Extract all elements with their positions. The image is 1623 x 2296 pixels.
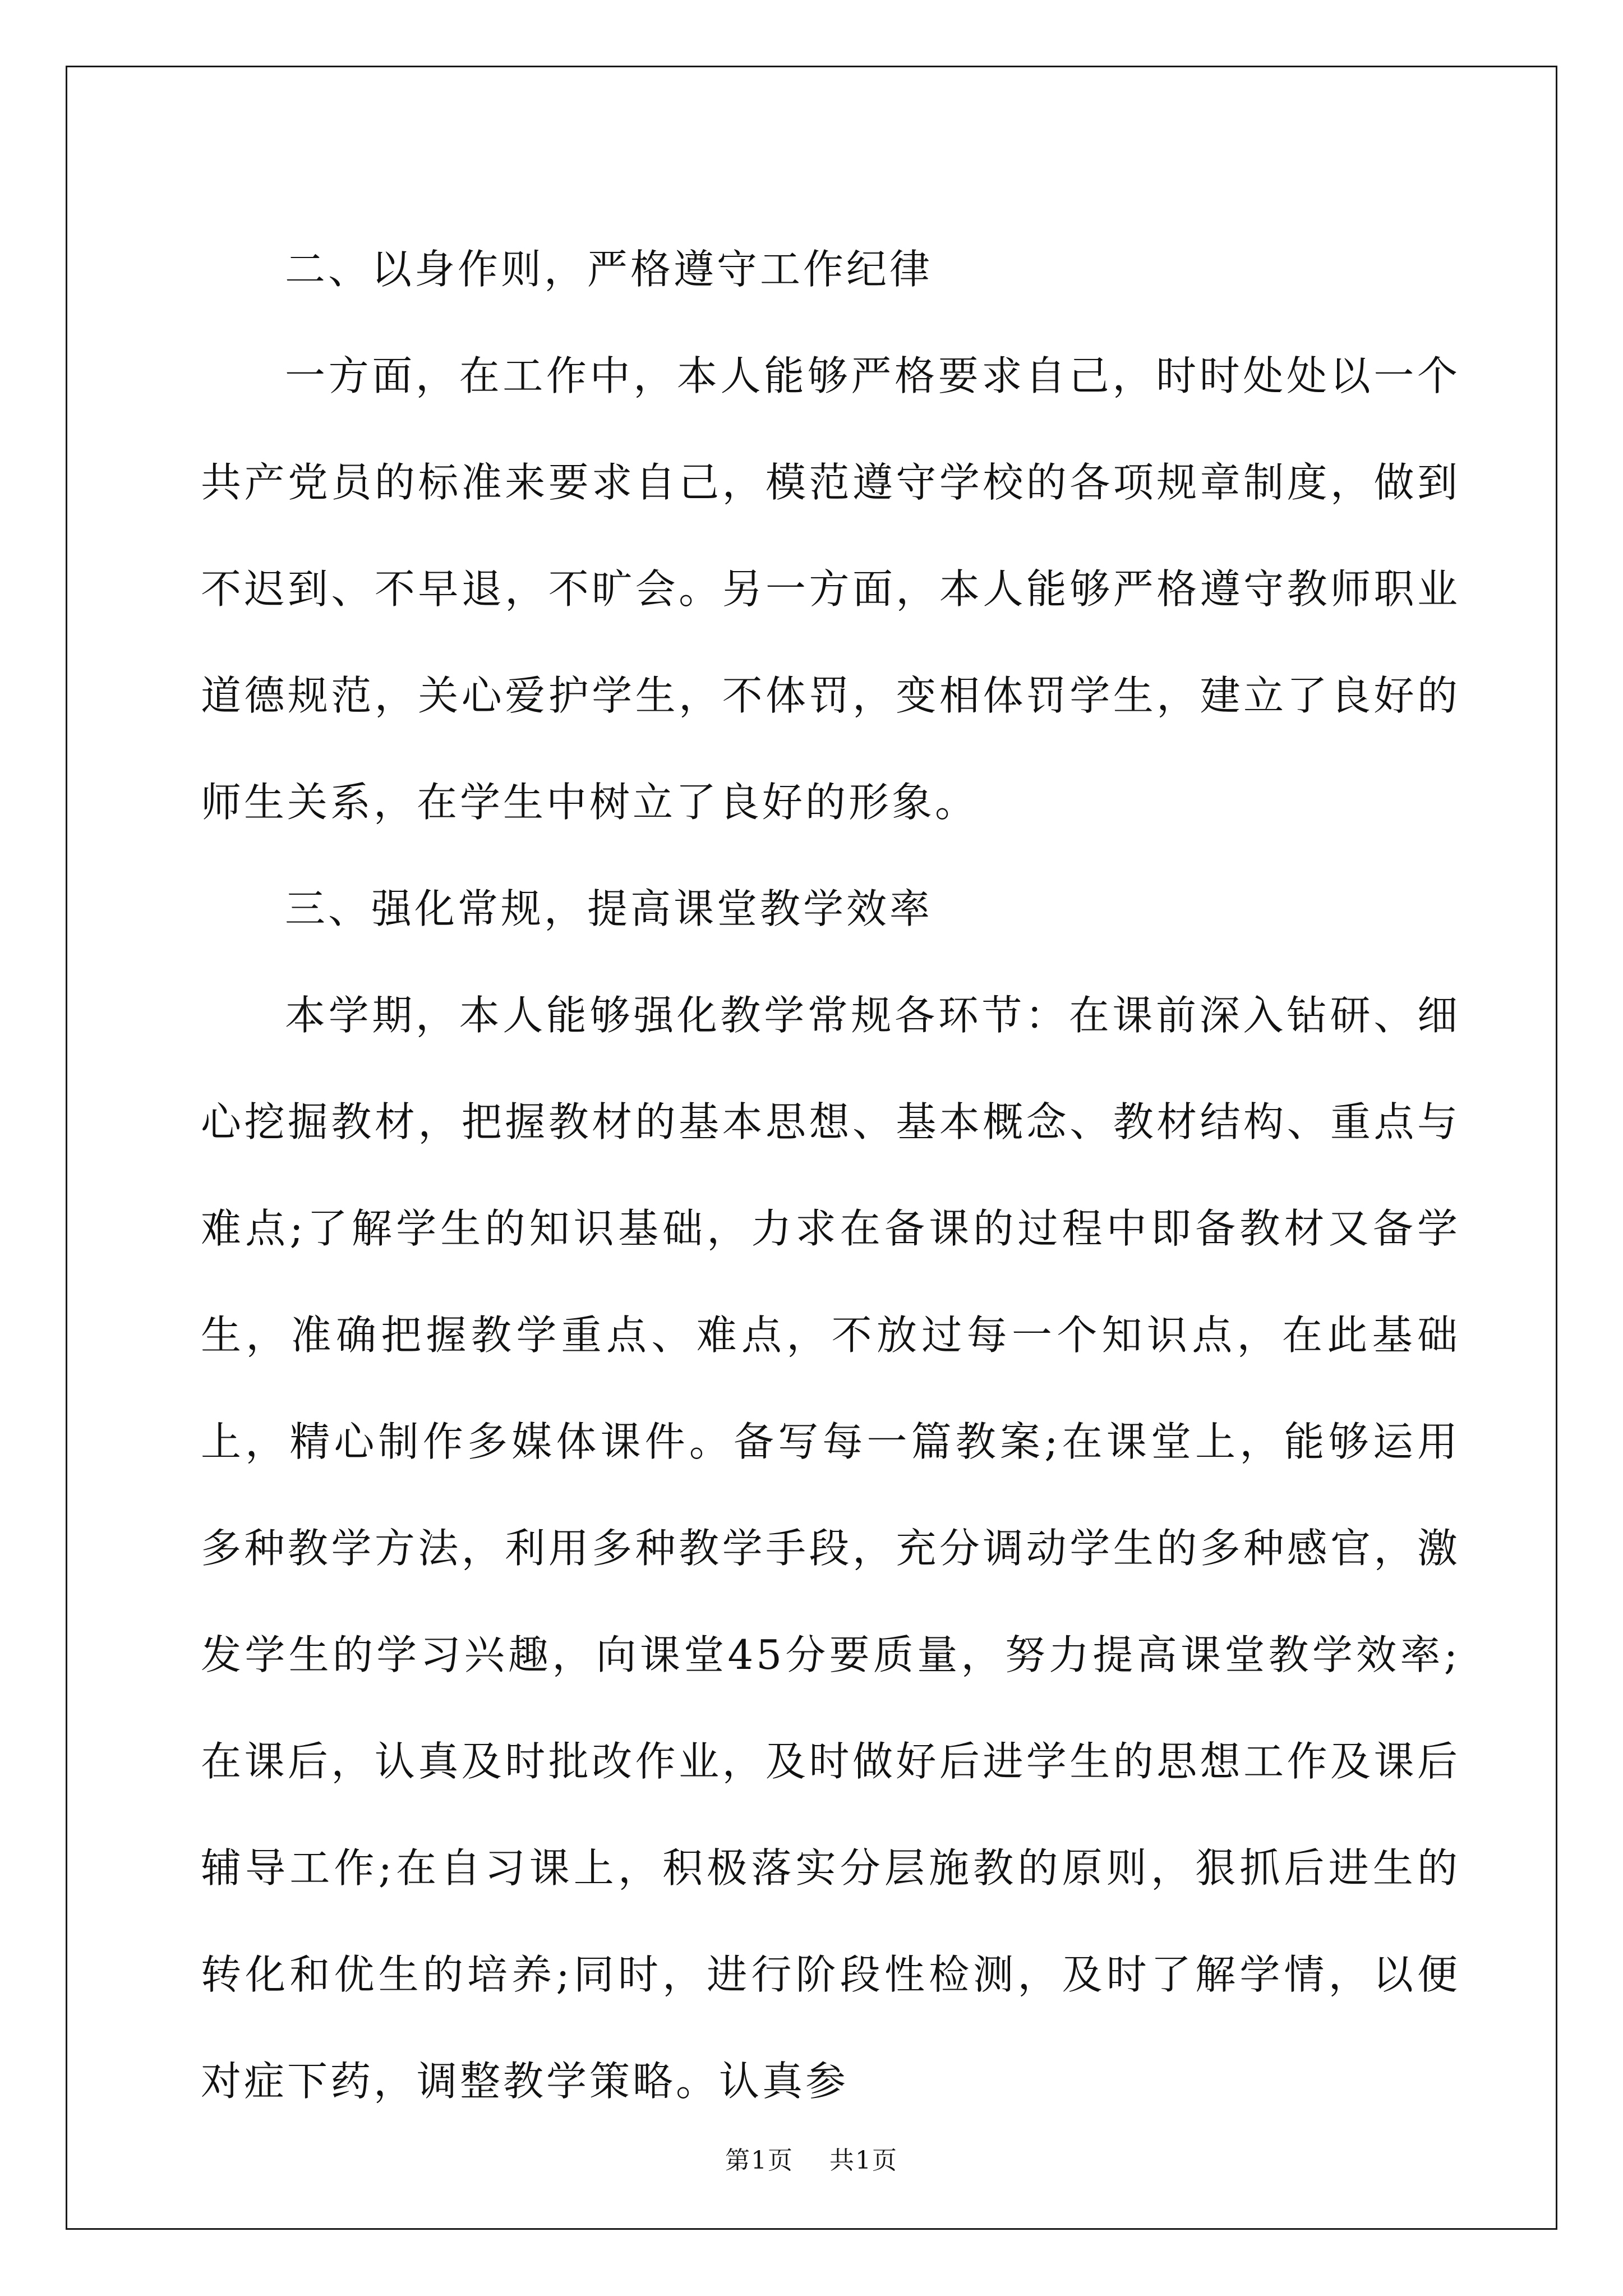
section-heading-3: 三、强化常规，提高课堂教学效率 xyxy=(285,885,933,932)
paragraph-discipline: 一方面，在工作中，本人能够严格要求自己，时时处处以一个共产党员的标准来要求自己，模范遵守学校的各项规章制度，做到不迟到、不早退，不旷会。另一方面，本人能够严格遵守教师职业道德规范，关心爱护学生，不体罚，变相体罚学生，建立了良好的师生关系，在学生中树立了良好的形象。 xyxy=(201,352,1460,826)
page-footer xyxy=(0,2140,1623,2176)
page-number: 第1页 xyxy=(725,2146,794,2175)
section-heading-2: 二、以身作则，严格遵守工作纪律 xyxy=(285,246,933,293)
document-body xyxy=(201,216,1460,2134)
page-total: 共1页 xyxy=(829,2146,898,2175)
paragraph-teaching: 本学期，本人能够强化教学常规各环节：在课前深入钻研、细心挖掘教材，把握教材的基本思想、基本概念、教材结构、重点与难点;了解学生的知识基础，力求在备课的过程中即备教材又备学生，准确把握教学重点、难点，不放过每一个知识点，在此基础上，精心制作多媒体课件。备写每一篇教案;在课堂上，能够运用多种教学方法，利用多种教学手段，充分调动学生的多种感官，激发学生的学习兴趣，向课堂45分要质量，努力提高课堂教学效率;在课后，认真及时批改作业，及时做好后进学生的思想工作及课后辅导工作;在自习课上，积极落实分层施教的原则，狠抓后进生的转化和优生的培养;同时，进行阶段性检测，及时了解学情，以便对症下药，调整教学策略。认真参 xyxy=(201,992,1460,2105)
